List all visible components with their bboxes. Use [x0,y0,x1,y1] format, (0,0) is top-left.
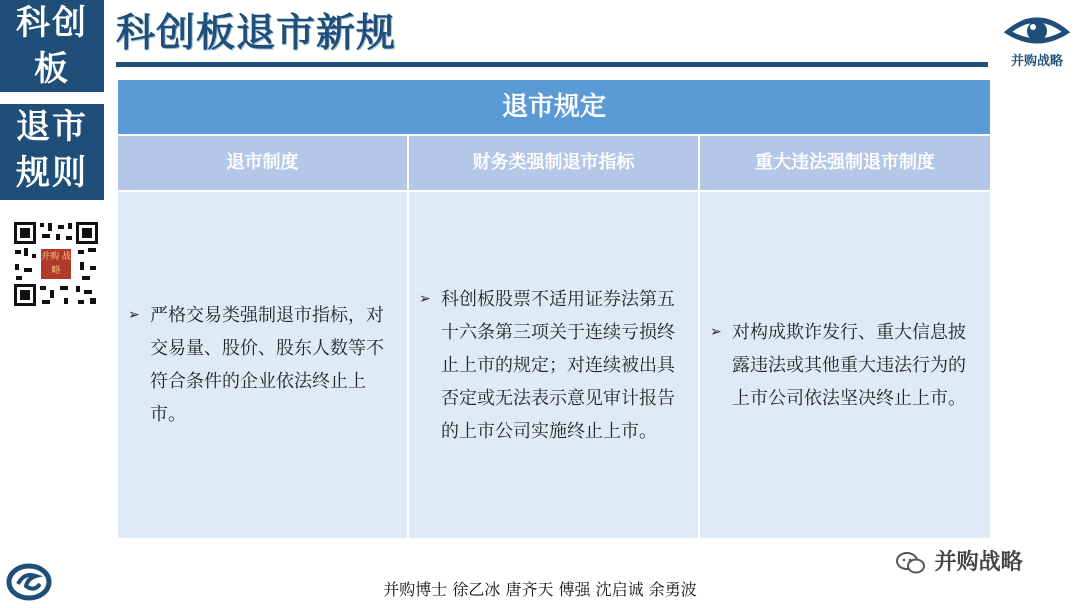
cell-text: 严格交易类强制退市指标，对交易量、股价、股东人数等不符合条件的企业依法终止上市。 [150,305,384,425]
sidebar-tab-delisting-rules [0,104,104,200]
arrow-bullet-icon: ➢ [419,290,431,307]
bullet-item [409,283,698,448]
eye-icon [1002,12,1072,50]
table-cell [118,192,407,538]
swirl-logo-icon [6,562,52,602]
sidebar-tab-line: 板 [34,49,70,89]
column-heading: 重大违法强制退市制度 [700,136,990,190]
sidebar-tab-line: 规则 [16,153,88,193]
column-heading: 财务类强制退市指标 [409,136,698,190]
bullet-item [700,316,990,415]
brand-logo [1002,12,1072,74]
sidebar-tab-kechuangban [0,0,104,92]
logo-label: 并购战略 [1010,54,1063,69]
title-divider [116,62,988,67]
qr-code [12,220,100,308]
cell-text: 对构成欺诈发行、重大信息披露违法或其他重大违法行为的上市公司依法坚决终止上市。 [732,321,966,409]
delisting-table [118,80,990,538]
arrow-bullet-icon: ➢ [128,307,140,323]
bullet-item [118,299,407,431]
column-heading: 退市制度 [118,136,407,190]
arrow-bullet-icon: ➢ [710,323,722,340]
watermark-text: 并购战略 [934,550,1023,575]
sidebar-tab-line: 科创 [16,3,88,43]
author-list: 并购博士 徐乙冰 唐齐天 傅强 沈启诚 余勇波 [383,580,697,599]
table-cell [409,192,698,538]
sidebar-tab-line: 退市 [16,107,88,147]
page-title: 科创板退市新规 [116,11,397,56]
qr-badge-text: 并购 战略 [41,252,71,276]
table-cell [700,192,990,538]
table-title: 退市规定 [118,80,990,134]
wechat-watermark [895,545,1055,581]
cell-text: 科创板股票不适用证券法第五十六条第三项关于连续亏损终止上市的规定；对连续被出具否定或无法表示意见审计报告的上市公司实施终止上市。 [441,288,675,442]
wechat-icon [895,551,927,575]
